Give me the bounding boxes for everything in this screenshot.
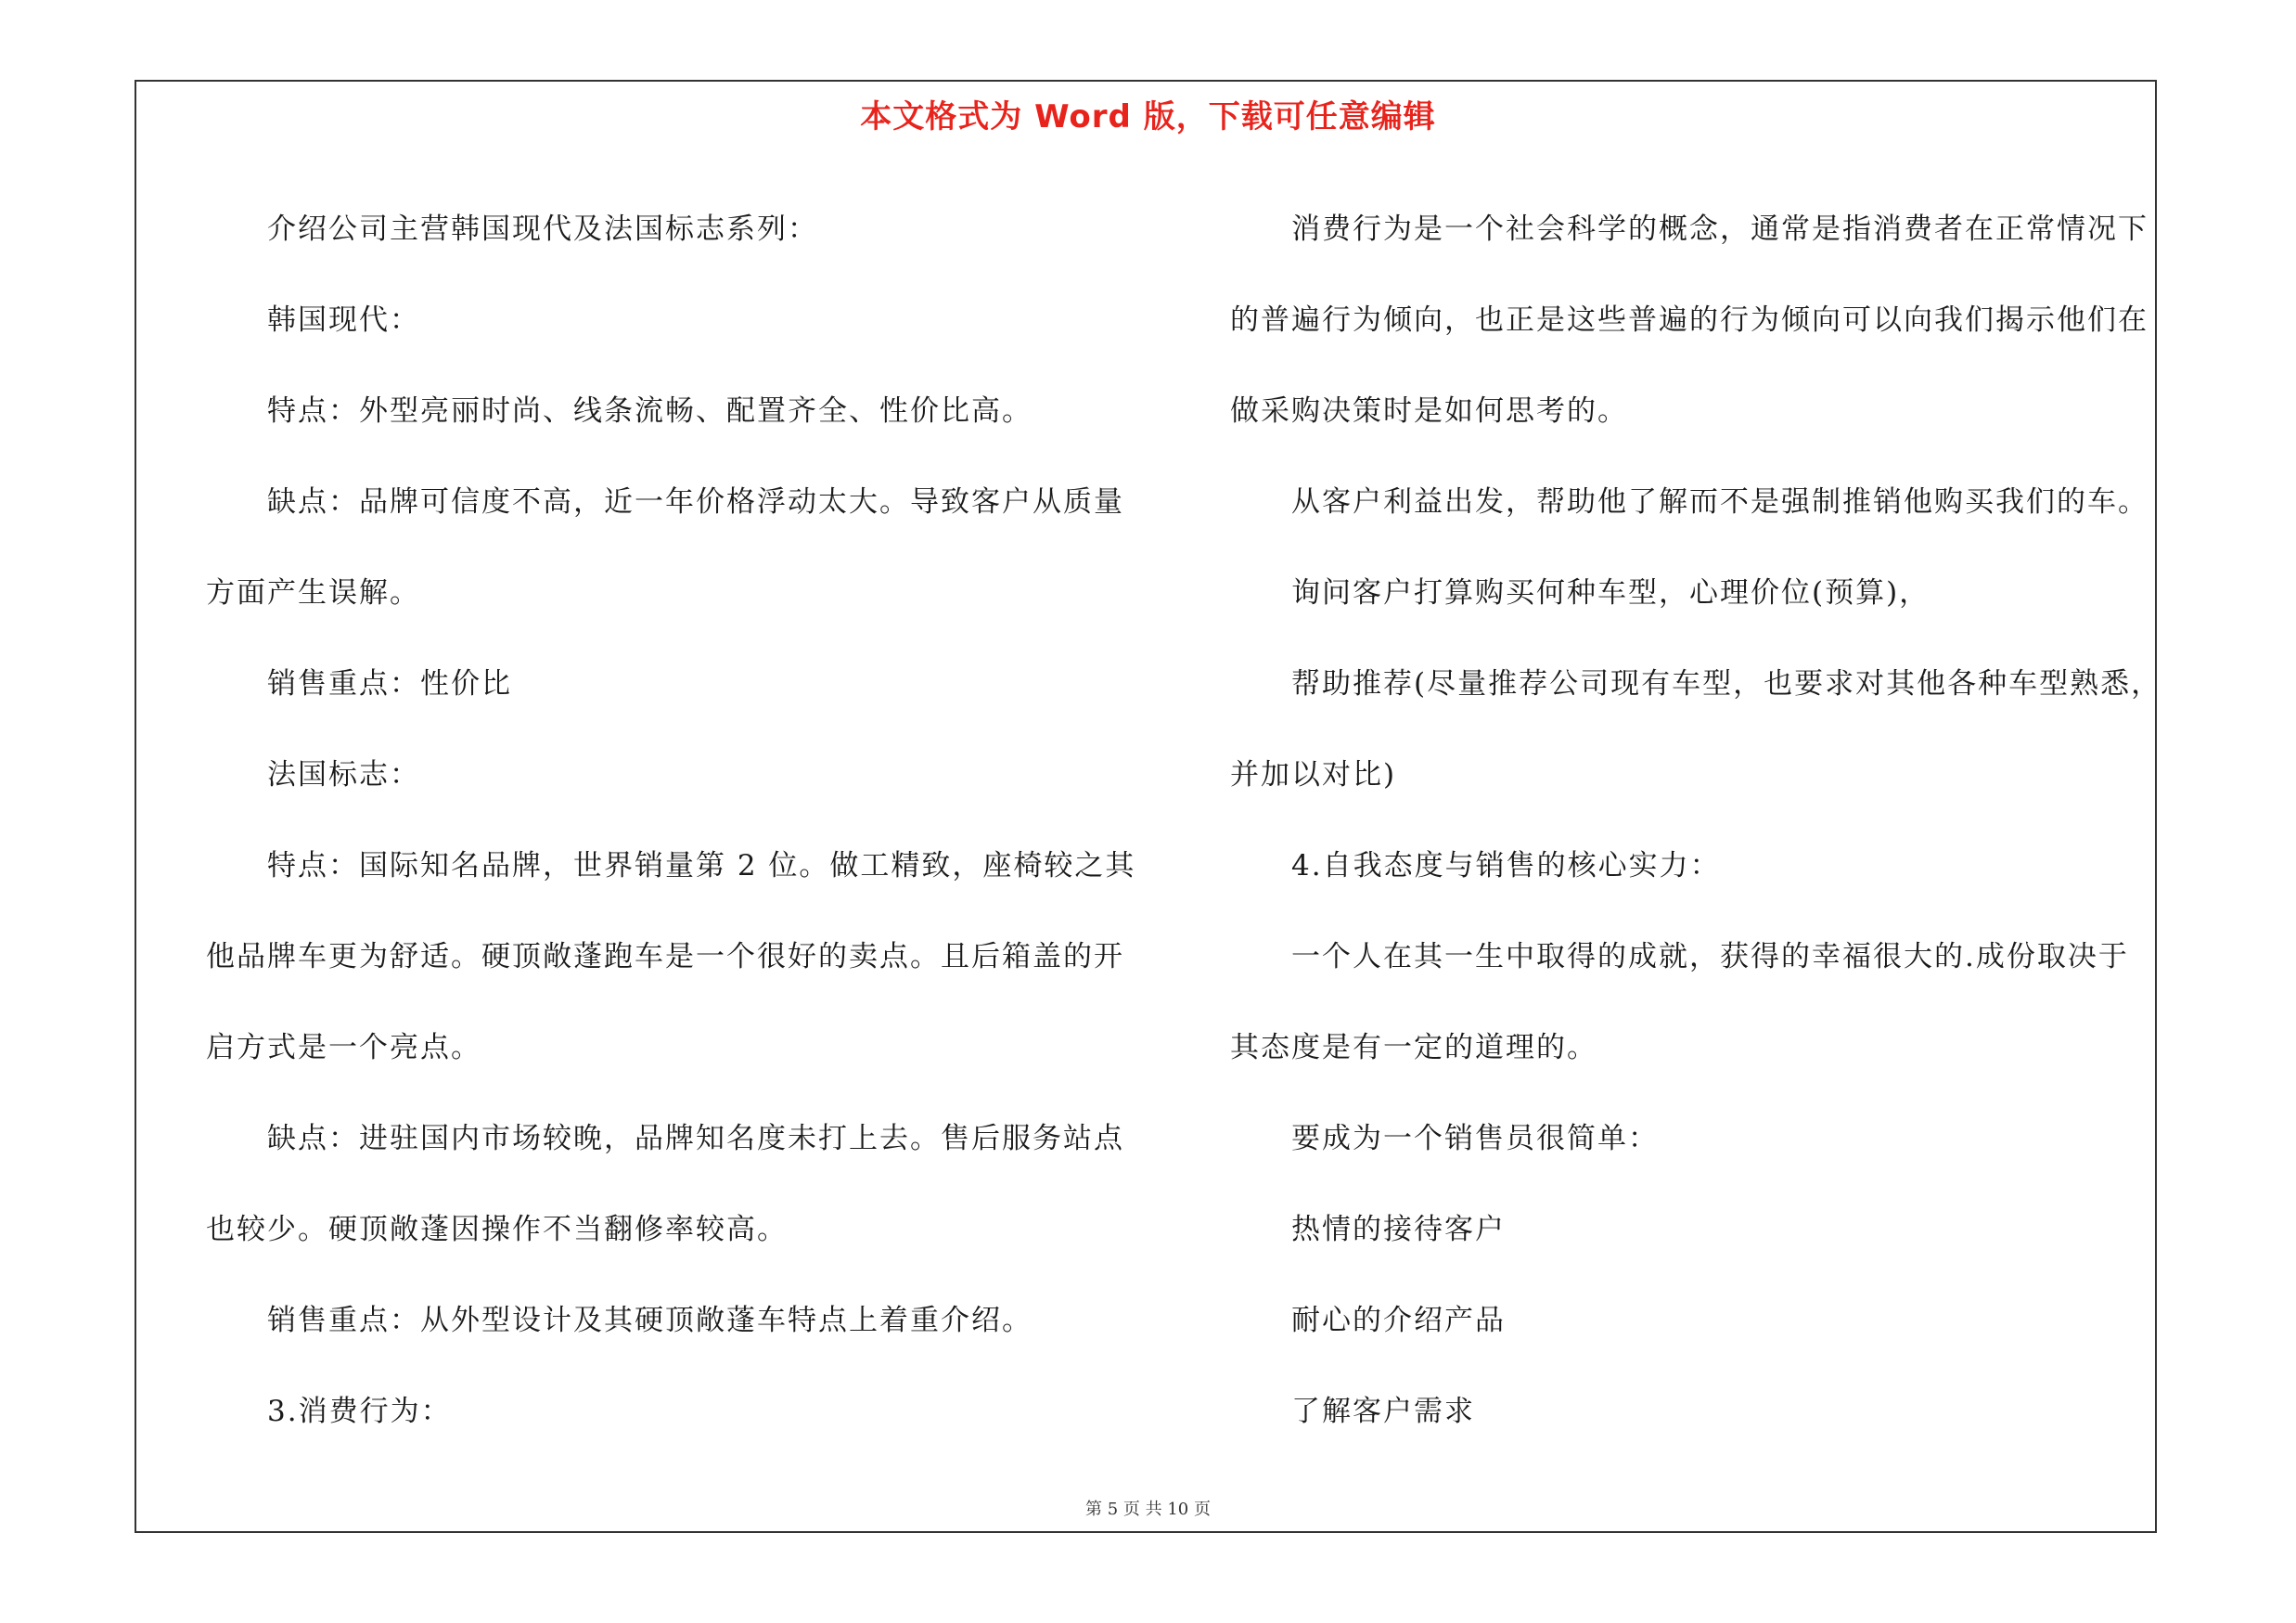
paragraph-line: 4.自我态度与销售的核心实力： [1291,849,1721,882]
paragraph-line: 销售重点：性价比 [267,667,512,701]
paragraph-line: 帮助推荐(尽量推荐公司现有车型，也要求对其他各种车型熟悉， [1291,667,2162,701]
paragraph-line: 他品牌车更为舒适。硬顶敞蓬跑车是一个很好的卖点。且后箱盖的开 [206,940,1124,973]
paragraph-line: 一个人在其一生中取得的成就，获得的幸福很大的.成份取决于 [1291,940,2129,973]
paragraph-line: 也较少。硬顶敞蓬因操作不当翻修率较高。 [206,1213,788,1246]
paragraph-line: 特点：国际知名品牌，世界销量第 2 位。做工精致，座椅较之其 [267,849,1136,882]
paragraph-line: 要成为一个销售员很简单： [1291,1122,1659,1155]
paragraph-line: 其态度是有一定的道理的。 [1230,1031,1597,1064]
paragraph-line: 消费行为是一个社会科学的概念，通常是指消费者在正常情况下 [1291,213,2148,246]
paragraph-line: 韩国现代： [267,303,420,337]
left-column [206,184,1134,1457]
paragraph-line: 启方式是一个亮点。 [206,1031,481,1064]
format-banner: 本文格式为 Word 版，下载可任意编辑 [860,98,1436,135]
paragraph-line: 询问客户打算购买何种车型，心理价位(预算)， [1291,576,1930,610]
paragraph-line: 的普遍行为倾向，也正是这些普遍的行为倾向可以向我们揭示他们在 [1230,303,2148,337]
paragraph-line: 了解客户需求 [1291,1395,1475,1428]
paragraph-line: 耐心的介绍产品 [1291,1304,1506,1337]
right-column [1230,184,2167,1457]
paragraph-line: 缺点：品牌可信度不高，近一年价格浮动太大。导致客户从质量 [267,485,1124,519]
paragraph-line: 热情的接待客户 [1291,1213,1506,1246]
paragraph-line: 做采购决策时是如何思考的。 [1230,394,1628,428]
paragraph-line: 特点：外型亮丽时尚、线条流畅、配置齐全、性价比高。 [267,394,1033,428]
paragraph-line: 销售重点：从外型设计及其硬顶敞蓬车特点上着重介绍。 [267,1304,1033,1337]
paragraph-line: 介绍公司主营韩国现代及法国标志系列： [267,213,818,246]
paragraph-line: 法国标志： [267,758,420,792]
paragraph-line: 并加以对比) [1230,758,1397,792]
paragraph-line: 缺点：进驻国内市场较晚，品牌知名度未打上去。售后服务站点 [267,1122,1124,1155]
paragraph-line: 从客户利益出发，帮助他了解而不是强制推销他购买我们的车。 [1291,485,2148,519]
page-number: 第 5 页 共 10 页 [1085,1500,1211,1519]
paragraph-line: 3.消费行为： [267,1395,452,1428]
paragraph-line: 方面产生误解。 [206,576,420,610]
